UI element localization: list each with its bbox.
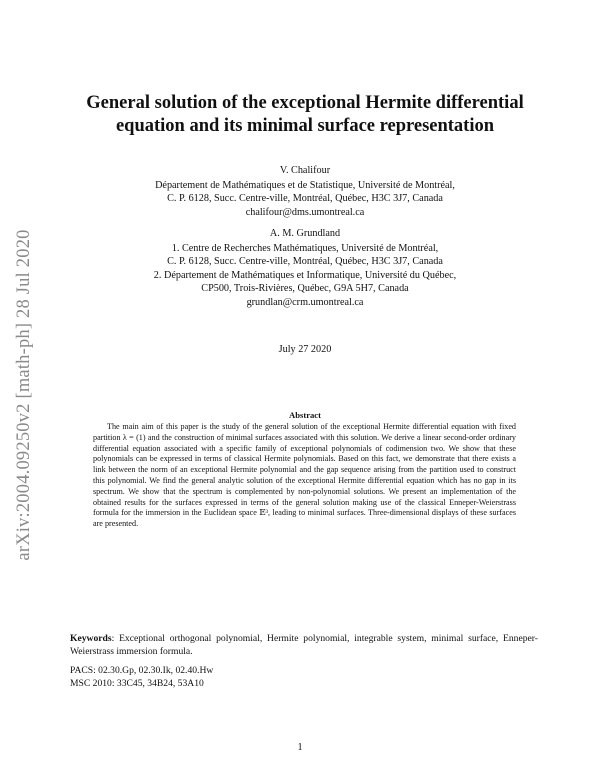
author-block-chalifour [100,164,510,219]
msc-codes: MSC 2010: 33C45, 34B24, 53A10 [70,677,204,689]
author-affiliation-line: CP500, Trois-Rivières, Québec, G9A 5H7, Canada [201,283,409,295]
publication-date: July 27 2020 [278,344,332,355]
classification-codes [70,665,213,690]
keywords-section [70,632,538,658]
paper-title-line-2: equation and its minimal surface representation [115,116,495,136]
author-affiliation-line: 2. Département de Mathématiques et Informatique, Université du Québec, [153,269,457,281]
keywords-label: Keywords [70,633,112,644]
page-number: 1 [297,742,303,753]
author-affiliation-line: C. P. 6128, Succ. Centre-ville, Montréal, Québec, H3C 3J7, Canada [167,256,443,268]
keywords-text: : Exceptional orthogonal polynomial, Hermite polynomial, integrable system, minimal surface, Enneper-Weierstrass immersion formula. [70,633,538,657]
author-name: V. Chalifour [279,165,331,176]
abstract-heading: Abstract [289,410,321,420]
author-block-grundland [100,227,510,310]
pacs-codes: PACS: 02.30.Gp, 02.30.Ik, 02.40.Hw [70,665,214,676]
author-affiliation-line: Département de Mathématiques et de Statistique, Université de Montréal, [155,179,455,191]
author-email: grundlan@crm.umontreal.ca [246,296,364,308]
paper-title [60,92,550,138]
author-email: chalifour@dms.umontreal.ca [245,206,365,218]
paper-title-line-1: General solution of the exceptional Hermite differential [86,93,524,113]
arxiv-identifier-stamp: arXiv:2004.09250v2 [math-ph] 28 Jul 2020 [14,229,34,561]
author-name: A. M. Grundland [269,228,341,239]
author-affiliation-line: C. P. 6128, Succ. Centre-ville, Montréal, Québec, H3C 3J7, Canada [167,193,443,205]
author-affiliation-line: 1. Centre de Recherches Mathématiques, Université de Montréal, [171,242,439,254]
abstract-text: The main aim of this paper is the study of the general solution of the exceptional Hermite differential equation with fixed partition λ = (1) and the construction of minimal surfaces associated with this solution. We derive a linear second-order ordinary differential equation associated with a specific family of exceptional polynomials of codimension two. We show that these polynomials can be expressed in terms of classical Hermite polynomials. Based on this fact, we demonstrate that there exists a link between the norm of an exceptional Hermite polynomial and the gap sequence arising from the partition used to construct this polynomial. We find the general analytic solution of the exceptional Hermite differential equation which has no gap in its spectrum. We show that the spectrum is complemented by non-polynomial solutions. We present an implementation of the obtained results for the surfaces expressed in terms of the general solution making use of the classical Enneper-Weierstrass formula for the immersion in the Euclidean space 𝔼³, leading to minimal surfaces. Three-dimensional displays of these surfaces are presented. [93,422,516,529]
